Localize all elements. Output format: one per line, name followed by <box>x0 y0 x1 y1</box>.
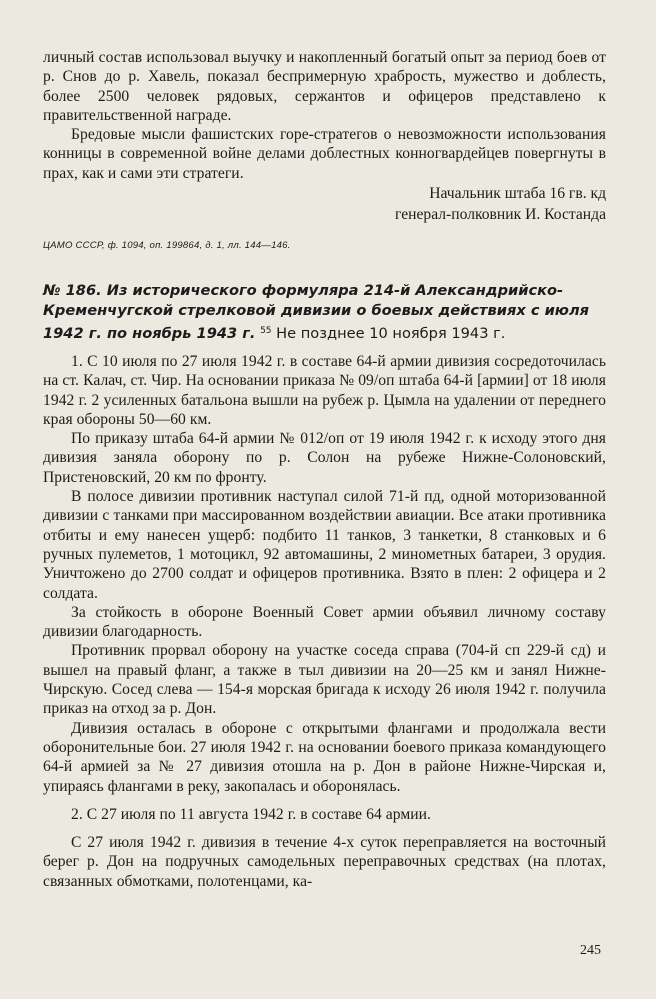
heading-date: Не позднее 10 ноября 1943 г. <box>276 325 506 342</box>
document-body <box>43 352 606 891</box>
body-paragraph: Дивизия осталась в обороне с открытыми флангами и продолжала вести оборонительные бои. 27 июля 1942 г. на основании боевого приказа командующего 64-й армией за № 27 дивизия отошла на р. Дон в районе Нижне-Чирская и, упираясь флангами в реку, закопалась и оборонялась. <box>43 719 606 795</box>
signature-title: Начальник штаба 16 гв. кд <box>429 185 606 202</box>
intro-paragraph-2: Бредовые мысли фашистских горе-стратегов о невозможности использования конницы в современной войне делами доблестных конногвардейцев повергнуты в прах, как и сами эти стратеги. <box>43 126 606 182</box>
section-2-heading: 2. С 27 июля по 11 августа 1942 г. в составе 64 армии. <box>71 805 431 823</box>
body-paragraph: 1. С 10 июля по 27 июля 1942 г. в составе 64-й армии дивизия сосредоточилась на ст. Калач, ст. Чир. На основании приказа № 09/оп штаба 64-й [армии] от 18 июля 1942 г. 2 усиленных батальона вышли на рубеж р. Цымла на удалении от переднего края обороны 50—60 км. <box>43 353 606 428</box>
signature-block <box>43 183 606 225</box>
document-title <box>43 281 606 344</box>
body-paragraph: За стойкость в обороне Военный Совет армии объявил личному составу дивизии благодарность. <box>43 603 606 641</box>
page-number: 245 <box>580 943 601 958</box>
intro-paragraph-1: личный состав использовал выучку и накопленный богатый опыт за период боев от р. Снов до р. Хавель, показал беспримерную храбрость, мужество и доблесть, более 2500 человек рядовых, сержантов и офицеров представлено к правительственной награде. <box>43 49 606 124</box>
signature-name: генерал-полковник И. Костанда <box>395 206 606 223</box>
body-paragraph: По приказу штаба 64-й армии № 012/оп от 19 июля 1942 г. к исходу этого дня дивизия заняла оборону по р. Солон на рубеже Нижне-Солоновский, Пристеновский, 20 км по фронту. <box>43 430 606 486</box>
archive-reference: ЦАМО СССР, ф. 1094, оп. 199864, д. 1, лл. 144—146. <box>43 240 291 251</box>
document-heading <box>43 281 606 344</box>
footnote-marker: 55 <box>260 326 272 336</box>
body-paragraph: С 27 июля 1942 г. дивизия в течение 4-х суток переправляется на восточный берег р. Дон на подручных самодельных переправочных средствах (на плотах, связанных обмотками, полотенцами, ка- <box>43 834 606 890</box>
body-paragraph: Противник прорвал оборону на участке соседа справа (704-й сп 229-й сд) и вышел на правый фланг, а также в тыл дивизии на 20—25 км и занял Нижне-Чирскую. Сосед слева — 154-я морская бригада к исходу 26 июля 1942 г. получила приказ на отход за р. Дон. <box>43 642 606 718</box>
heading-title: № 186. Из исторического формуляра 214-й Александрийско-Кременчугской стрелковой дивизии о боевых действиях с июля 1942 г. по ноябрь 1943 г. <box>43 282 590 342</box>
source-citation <box>43 235 606 253</box>
intro-block <box>43 48 606 183</box>
body-paragraph: В полосе дивизии противник наступал силой 71-й пд, одной моторизованной дивизии с танками при массированном воздействии авиации. Все атаки противника отбиты и ему нанесен ущерб: подбито 11 танков, 3 танкетки, 8 станковых и 6 ручных пулеметов, 1 мотоцикл, 92 автомашины, 2 минометных батареи, 3 орудия. Уничтожено до 2700 солдат и офицеров противника. Взято в плен: 2 офицера и 2 солдата. <box>43 488 606 602</box>
